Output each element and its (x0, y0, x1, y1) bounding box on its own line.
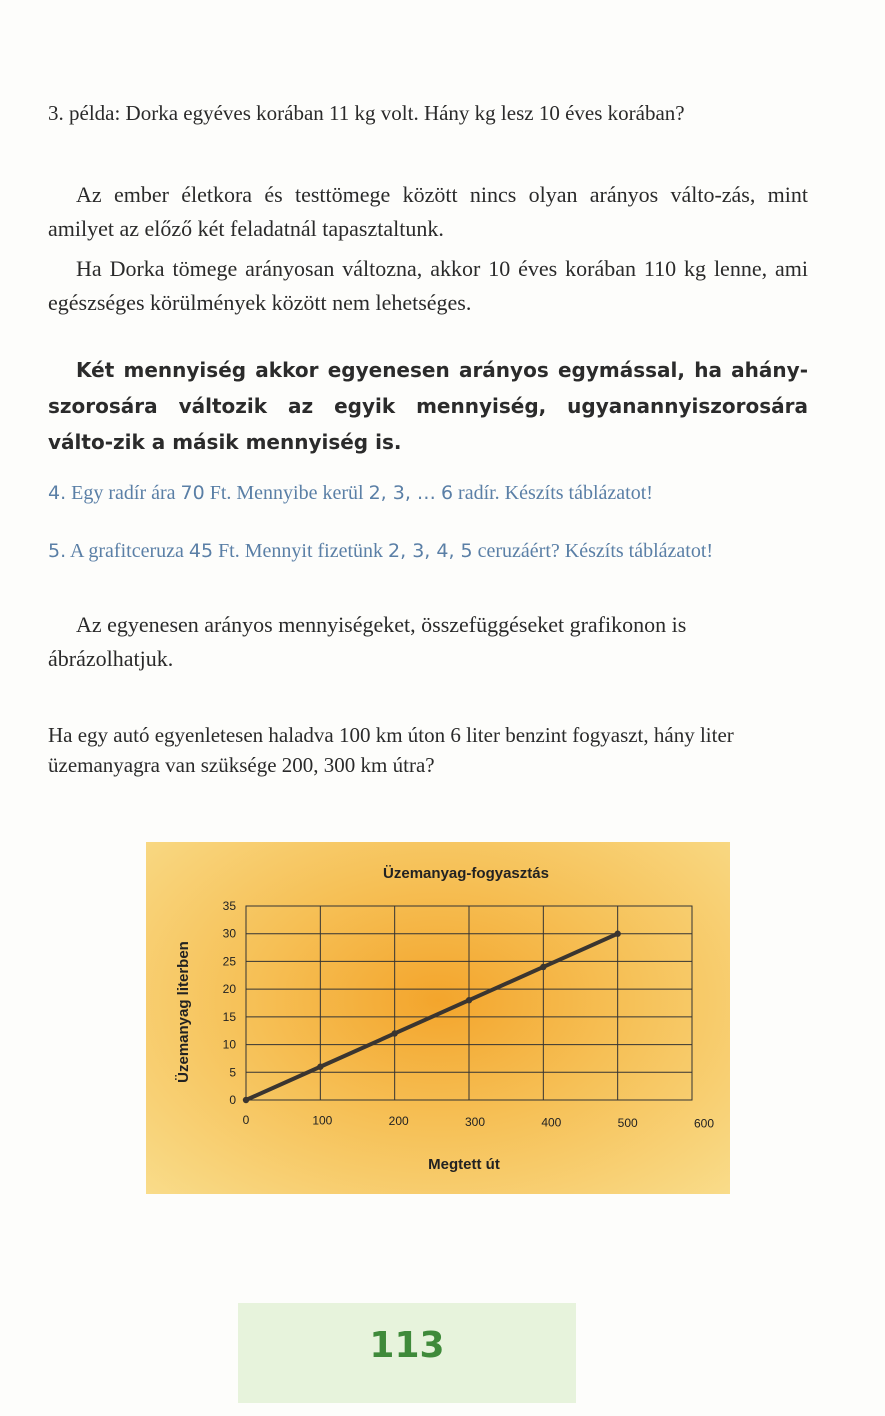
task-4-text-b: Ft. Mennyibe kerül (209, 482, 364, 504)
task-4-text-a: Egy radír ára (71, 482, 176, 504)
task-4-text-c: radír. Készíts táblázatot! (458, 482, 653, 504)
paragraph-dorka-weight: Ha Dorka tömege arányosan változna, akkor 10 éves korában 110 kg lenne, ami egészséges körülmények között nem lehetséges. (48, 256, 808, 315)
paragraph-graph-intro: Az egyenesen arányos mennyiségeket, összefüggéseket grafikonon is ábrázolhatjuk. (48, 612, 687, 671)
example-3-question: 3. példa: Dorka egyéves korában 11 kg volt. Hány kg lesz 10 éves korában? (48, 101, 685, 125)
paragraph-fuel-question: Ha egy autó egyenletesen haladva 100 km úton 6 liter benzint fogyaszt, hány liter üzemanyagra van szüksége 200, 300 km útra? (48, 723, 734, 777)
y-tick-label: 20 (222, 982, 236, 997)
fuel-consumption-chart (146, 842, 730, 1194)
task-5-numbers: 2, 3, 4, 5 (388, 540, 473, 562)
task-5-text-c: ceruzáért? Készíts táblázatot! (477, 540, 714, 562)
y-tick-label: 15 (222, 1009, 236, 1024)
x-tick-label: 500 (617, 1116, 638, 1130)
definition-direct-proportion: Két mennyiség akkor egyenesen arányos egymással, ha ahány-szorosára változik az egyik mennyiség, ugyanannyiszorosára válto-zik a másik mennyiség is. (48, 358, 808, 454)
task-4-numbers: 2, 3, … (368, 482, 436, 504)
task-4-price: 70 (180, 482, 205, 504)
task-5-text-b: Ft. Mennyit fizetünk (218, 540, 384, 562)
y-tick-label: 0 (229, 1093, 236, 1107)
y-tick-label: 35 (222, 899, 236, 913)
task-5 (48, 540, 818, 563)
x-tick-label: 100 (312, 1113, 333, 1128)
data-point (466, 997, 472, 1003)
paragraph-age-weight: Az ember életkora és testtömege között nincs olyan arányos válto-zás, mint amilyet az előző két feladatnál tapasztaltunk. (48, 182, 808, 241)
task-5-price: 45 (188, 540, 214, 562)
data-point (317, 1064, 323, 1070)
task-5-number: 5. (48, 540, 67, 562)
chart-x-axis-label: Megtett út (428, 1156, 500, 1173)
data-point (391, 1030, 397, 1036)
x-tick-label: 300 (464, 1114, 486, 1129)
x-tick-label: 200 (388, 1114, 409, 1129)
x-tick-label: 0 (242, 1113, 250, 1127)
y-tick-label: 25 (222, 954, 236, 969)
data-point (243, 1097, 249, 1103)
x-tick-label: 600 (693, 1116, 715, 1131)
task-4 (48, 482, 818, 505)
page-number-box (238, 1303, 576, 1403)
chart-y-axis-label: Üzemanyag literben (175, 941, 192, 1083)
page-number: 113 (369, 1325, 445, 1366)
task-4-count: 6 (440, 482, 454, 504)
x-tick-label: 400 (541, 1115, 562, 1130)
y-tick-label: 10 (222, 1037, 236, 1052)
data-point (540, 964, 546, 970)
chart-title: Üzemanyag-fogyasztás (383, 865, 549, 882)
task-4-number: 4. (48, 482, 67, 504)
data-point (614, 931, 620, 937)
y-tick-label: 5 (229, 1065, 236, 1080)
chart-svg (146, 842, 730, 1194)
y-tick-label: 30 (222, 926, 236, 941)
task-5-text-a: A grafitceruza (70, 540, 184, 562)
